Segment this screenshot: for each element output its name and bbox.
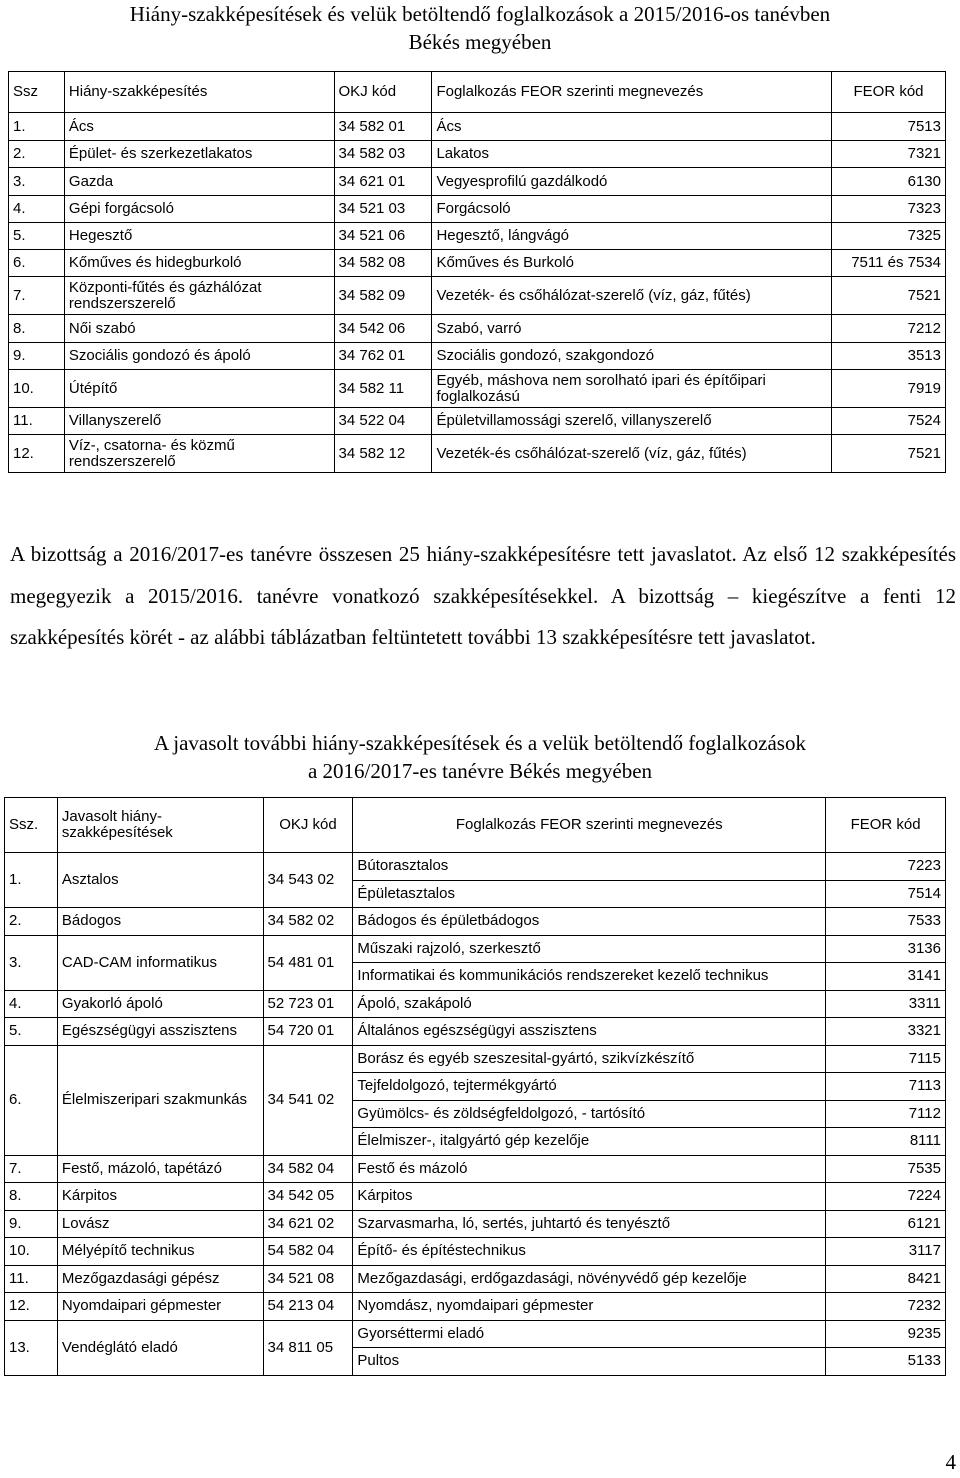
table-1-okj-cell: 34 582 09 <box>334 277 432 315</box>
table-2-feor-cell: 7514 <box>826 880 946 908</box>
table-1-qualification-cell: Női szabó <box>64 315 334 343</box>
table-2-occupation-cell: Épületasztalos <box>353 880 826 908</box>
table-2-ssz-cell: 13. <box>5 1320 58 1375</box>
table-2-qualification-cell: Vendéglátó eladó <box>57 1320 263 1375</box>
table-2-qualification-cell: Asztalos <box>57 853 263 908</box>
table-1-qualification-cell: Kőműves és hidegburkoló <box>64 250 334 277</box>
table-2-header-cell: FEOR kód <box>826 798 946 853</box>
table-1-qualification-cell: Gazda <box>64 168 334 196</box>
table-2-feor-cell: 7223 <box>826 853 946 881</box>
table-2-header-cell: Ssz. <box>5 798 58 853</box>
table-1-occupation-cell: Vezeték- és csőhálózat-szerelő (víz, gáz, fűtés) <box>432 277 832 315</box>
table-1-occupation-cell: Egyéb, máshova nem sorolható ipari és építőipari foglalkozású <box>432 370 832 408</box>
table-2-feor-cell: 7113 <box>826 1073 946 1101</box>
table-2-qualification-cell: Lovász <box>57 1210 263 1238</box>
table-2-ssz-cell: 12. <box>5 1293 58 1321</box>
table-2-qualification-cell: Festő, mázoló, tapétázó <box>57 1155 263 1183</box>
table-2-okj-cell: 54 582 04 <box>263 1238 353 1266</box>
table-2-qualification-cell: Egészségügyi asszisztens <box>57 1018 263 1046</box>
table-1-header-cell: Ssz <box>9 72 65 113</box>
table-2-okj-cell: 34 541 02 <box>263 1045 353 1155</box>
table-1-row <box>9 250 946 277</box>
table-2-ssz-cell: 11. <box>5 1265 58 1293</box>
table-1-row <box>9 343 946 370</box>
table-2-feor-cell: 7115 <box>826 1045 946 1073</box>
table-2-row <box>5 1045 946 1073</box>
table-2-qualification-cell: Élelmiszeripari szakmunkás <box>57 1045 263 1155</box>
table-1-qualification-cell: Útépítő <box>64 370 334 408</box>
table-2-occupation-cell: Borász és egyéb szeszesital-gyártó, szikvízkészítő <box>353 1045 826 1073</box>
table-1-ssz-cell: 9. <box>9 343 65 370</box>
table-1-okj-cell: 34 521 03 <box>334 196 432 223</box>
table-2-occupation-cell: Gyümölcs- és zöldségfeldolgozó, - tartósító <box>353 1100 826 1128</box>
title-1-line-2: Békés megyében <box>408 30 552 54</box>
table-1-okj-cell: 34 762 01 <box>334 343 432 370</box>
table-1-ssz-cell: 12. <box>9 435 65 473</box>
table-2-qualification-cell: Mélyépítő technikus <box>57 1238 263 1266</box>
table-1-row <box>9 315 946 343</box>
table-1-header-cell: OKJ kód <box>334 72 432 113</box>
table-2-feor-cell: 3117 <box>826 1238 946 1266</box>
table-2-feor-cell: 5133 <box>826 1348 946 1376</box>
table-1-okj-cell: 34 542 06 <box>334 315 432 343</box>
table-2-feor-cell: 6121 <box>826 1210 946 1238</box>
table-1-occupation-cell: Hegesztő, lángvágó <box>432 223 832 250</box>
title-2-line-2: a 2016/2017-es tanévre Békés megyében <box>307 759 653 783</box>
table-2-qualification-cell: CAD-CAM informatikus <box>57 935 263 990</box>
table-2-okj-cell: 34 582 02 <box>263 908 353 936</box>
table-1-qualification-cell: Gépi forgácsoló <box>64 196 334 223</box>
table-2-header-row <box>5 798 946 853</box>
table-2-ssz-cell: 4. <box>5 990 58 1018</box>
table-2-feor-cell: 7112 <box>826 1100 946 1128</box>
table-2-okj-cell: 34 521 08 <box>263 1265 353 1293</box>
table-1-ssz-cell: 7. <box>9 277 65 315</box>
table-2-feor-cell: 3321 <box>826 1018 946 1046</box>
shortage-qualifications-table-2015 <box>8 71 946 473</box>
table-2-ssz-cell: 9. <box>5 1210 58 1238</box>
table-2-row <box>5 1210 946 1238</box>
table-2-feor-cell: 7535 <box>826 1155 946 1183</box>
table-1-qualification-cell: Központi-fűtés és gázhálózat rendszerszerelő <box>64 277 334 315</box>
table-2-row <box>5 1183 946 1211</box>
table-2-occupation-cell: Bútorasztalos <box>353 853 826 881</box>
table-1-row <box>9 168 946 196</box>
table-1-ssz-cell: 1. <box>9 113 65 141</box>
table-1-okj-cell: 34 522 04 <box>334 408 432 435</box>
table-2-qualification-cell: Mezőgazdasági gépész <box>57 1265 263 1293</box>
table-1-ssz-cell: 10. <box>9 370 65 408</box>
table-2-qualification-cell: Gyakorló ápoló <box>57 990 263 1018</box>
table-1-header-cell: FEOR kód <box>832 72 946 113</box>
table-2-occupation-cell: Élelmiszer-, italgyártó gép kezelője <box>353 1128 826 1156</box>
table-2-occupation-cell: Bádogos és épületbádogos <box>353 908 826 936</box>
table-1-feor-cell: 7323 <box>832 196 946 223</box>
table-2-okj-cell: 34 621 02 <box>263 1210 353 1238</box>
table-1-header-cell: Hiány-szakképesítés <box>64 72 334 113</box>
table-2-feor-cell: 7533 <box>826 908 946 936</box>
table-1-row <box>9 141 946 168</box>
table-1-okj-cell: 34 582 01 <box>334 113 432 141</box>
table-2-occupation-cell: Általános egészségügyi asszisztens <box>353 1018 826 1046</box>
table-1-row <box>9 370 946 408</box>
table-1-okj-cell: 34 521 06 <box>334 223 432 250</box>
table-2-okj-cell: 54 481 01 <box>263 935 353 990</box>
table-1-occupation-cell: Lakatos <box>432 141 832 168</box>
table-2-occupation-cell: Kárpitos <box>353 1183 826 1211</box>
table-2-header-cell: Foglalkozás FEOR szerinti megnevezés <box>353 798 826 853</box>
table-2-occupation-cell: Informatikai és kommunikációs rendszereket kezelő technikus <box>353 963 826 991</box>
table-2-feor-cell: 7224 <box>826 1183 946 1211</box>
table-1-qualification-cell: Ács <box>64 113 334 141</box>
table-1-ssz-cell: 8. <box>9 315 65 343</box>
table-1-occupation-cell: Szociális gondozó, szakgondozó <box>432 343 832 370</box>
table-1-header-cell: Foglalkozás FEOR szerinti megnevezés <box>432 72 832 113</box>
table-2-okj-cell: 34 582 04 <box>263 1155 353 1183</box>
table-2-row <box>5 1293 946 1321</box>
table-1-feor-cell: 7521 <box>832 435 946 473</box>
table-2-row <box>5 1155 946 1183</box>
table-1-feor-cell: 6130 <box>832 168 946 196</box>
table-1-feor-cell: 7524 <box>832 408 946 435</box>
table-2-okj-cell: 54 213 04 <box>263 1293 353 1321</box>
table-1-ssz-cell: 3. <box>9 168 65 196</box>
table-1-ssz-cell: 2. <box>9 141 65 168</box>
table-1-ssz-cell: 11. <box>9 408 65 435</box>
table-2-qualification-cell: Nyomdaipari gépmester <box>57 1293 263 1321</box>
table-2-feor-cell: 8421 <box>826 1265 946 1293</box>
table-2-row <box>5 1265 946 1293</box>
table-1-occupation-cell: Épületvillamossági szerelő, villanyszerelő <box>432 408 832 435</box>
committee-paragraph: A bizottság a 2016/2017-es tanévre összesen 25 hiány-szakképesítésre tett javaslatot. Az első 12 szakképesítés megegyezik a 2015/2016. tanévre vonatkozó szakképesítésekkel. A bizottság – kiegészítve a fenti 12 szakképesítés körét - az alábbi táblázatban feltüntetett további 13 szakképesítésre tett javaslatot. <box>10 542 956 649</box>
table-2-feor-cell: 8111 <box>826 1128 946 1156</box>
table-1-feor-cell: 3513 <box>832 343 946 370</box>
table-1-okj-cell: 34 582 03 <box>334 141 432 168</box>
table-2-feor-cell: 9235 <box>826 1320 946 1348</box>
table-2-occupation-cell: Festő és mázoló <box>353 1155 826 1183</box>
table-2-ssz-cell: 8. <box>5 1183 58 1211</box>
table-2-ssz-cell: 2. <box>5 908 58 936</box>
table-2-ssz-cell: 1. <box>5 853 58 908</box>
title-2-line-1: A javasolt további hiány-szakképesítések és a velük betöltendő foglalkozások <box>154 731 806 755</box>
table-1-row <box>9 196 946 223</box>
table-1-occupation-cell: Kőműves és Burkoló <box>432 250 832 277</box>
table-1-occupation-cell: Vegyesprofilú gazdálkodó <box>432 168 832 196</box>
table-2-row <box>5 1320 946 1348</box>
title-1 <box>0 0 960 56</box>
table-1-feor-cell: 7513 <box>832 113 946 141</box>
table-1-occupation-cell: Vezeték-és csőhálózat-szerelő (víz, gáz, fűtés) <box>432 435 832 473</box>
table-1-feor-cell: 7919 <box>832 370 946 408</box>
table-2-occupation-cell: Ápoló, szakápoló <box>353 990 826 1018</box>
table-1-occupation-cell: Forgácsoló <box>432 196 832 223</box>
table-1-okj-cell: 34 621 01 <box>334 168 432 196</box>
table-2-feor-cell: 7232 <box>826 1293 946 1321</box>
table-2-row <box>5 1238 946 1266</box>
title-1-line-1: Hiány-szakképesítések és velük betöltendő foglalkozások a 2015/2016-os tanévben <box>129 2 831 26</box>
table-1-row <box>9 408 946 435</box>
table-1-feor-cell: 7325 <box>832 223 946 250</box>
table-2-header-cell: Javasolt hiány-szakképesítések <box>57 798 263 853</box>
table-2-row <box>5 935 946 963</box>
table-1-qualification-cell: Villanyszerelő <box>64 408 334 435</box>
table-2-okj-cell: 34 543 02 <box>263 853 353 908</box>
table-2-occupation-cell: Pultos <box>353 1348 826 1376</box>
table-1-row <box>9 113 946 141</box>
page-number: 4 <box>945 1450 956 1474</box>
table-2-ssz-cell: 7. <box>5 1155 58 1183</box>
table-2-okj-cell: 54 720 01 <box>263 1018 353 1046</box>
table-2-occupation-cell: Építő- és építéstechnikus <box>353 1238 826 1266</box>
table-2-row <box>5 990 946 1018</box>
title-2 <box>0 729 960 785</box>
table-2-feor-cell: 3141 <box>826 963 946 991</box>
table-2-ssz-cell: 3. <box>5 935 58 990</box>
table-2-occupation-cell: Szarvasmarha, ló, sertés, juhtartó és tenyésztő <box>353 1210 826 1238</box>
table-1-qualification-cell: Víz-, csatorna- és közmű rendszerszerelő <box>64 435 334 473</box>
table-1-okj-cell: 34 582 12 <box>334 435 432 473</box>
table-1-okj-cell: 34 582 11 <box>334 370 432 408</box>
table-1-ssz-cell: 4. <box>9 196 65 223</box>
table-2-occupation-cell: Tejfeldolgozó, tejtermékgyártó <box>353 1073 826 1101</box>
table-2-header-cell: OKJ kód <box>263 798 353 853</box>
table-1-header-row <box>9 72 946 113</box>
table-2-qualification-cell: Kárpitos <box>57 1183 263 1211</box>
table-2-row <box>5 908 946 936</box>
table-1-row <box>9 435 946 473</box>
table-2-feor-cell: 3311 <box>826 990 946 1018</box>
table-1-feor-cell: 7521 <box>832 277 946 315</box>
table-2-ssz-cell: 6. <box>5 1045 58 1155</box>
table-2-occupation-cell: Mezőgazdasági, erdőgazdasági, növényvédő gép kezelője <box>353 1265 826 1293</box>
table-2-ssz-cell: 10. <box>5 1238 58 1266</box>
table-2-okj-cell: 34 811 05 <box>263 1320 353 1375</box>
table-1-feor-cell: 7511 és 7534 <box>832 250 946 277</box>
table-1-row <box>9 223 946 250</box>
table-2-row <box>5 1018 946 1046</box>
table-1-qualification-cell: Épület- és szerkezetlakatos <box>64 141 334 168</box>
table-1-occupation-cell: Szabó, varró <box>432 315 832 343</box>
table-1-ssz-cell: 5. <box>9 223 65 250</box>
table-2-okj-cell: 34 542 05 <box>263 1183 353 1211</box>
table-2-occupation-cell: Nyomdász, nyomdaipari gépmester <box>353 1293 826 1321</box>
table-1-okj-cell: 34 582 08 <box>334 250 432 277</box>
table-1-row <box>9 277 946 315</box>
table-1-ssz-cell: 6. <box>9 250 65 277</box>
table-1-qualification-cell: Hegesztő <box>64 223 334 250</box>
table-1-feor-cell: 7212 <box>832 315 946 343</box>
table-2-feor-cell: 3136 <box>826 935 946 963</box>
table-2-row <box>5 853 946 881</box>
table-2-okj-cell: 52 723 01 <box>263 990 353 1018</box>
proposed-qualifications-table-2016 <box>4 797 946 1376</box>
table-2-occupation-cell: Gyorséttermi eladó <box>353 1320 826 1348</box>
table-1-occupation-cell: Ács <box>432 113 832 141</box>
table-2-ssz-cell: 5. <box>5 1018 58 1046</box>
table-2-occupation-cell: Műszaki rajzoló, szerkesztő <box>353 935 826 963</box>
table-2-qualification-cell: Bádogos <box>57 908 263 936</box>
table-1-qualification-cell: Szociális gondozó és ápoló <box>64 343 334 370</box>
table-1-feor-cell: 7321 <box>832 141 946 168</box>
